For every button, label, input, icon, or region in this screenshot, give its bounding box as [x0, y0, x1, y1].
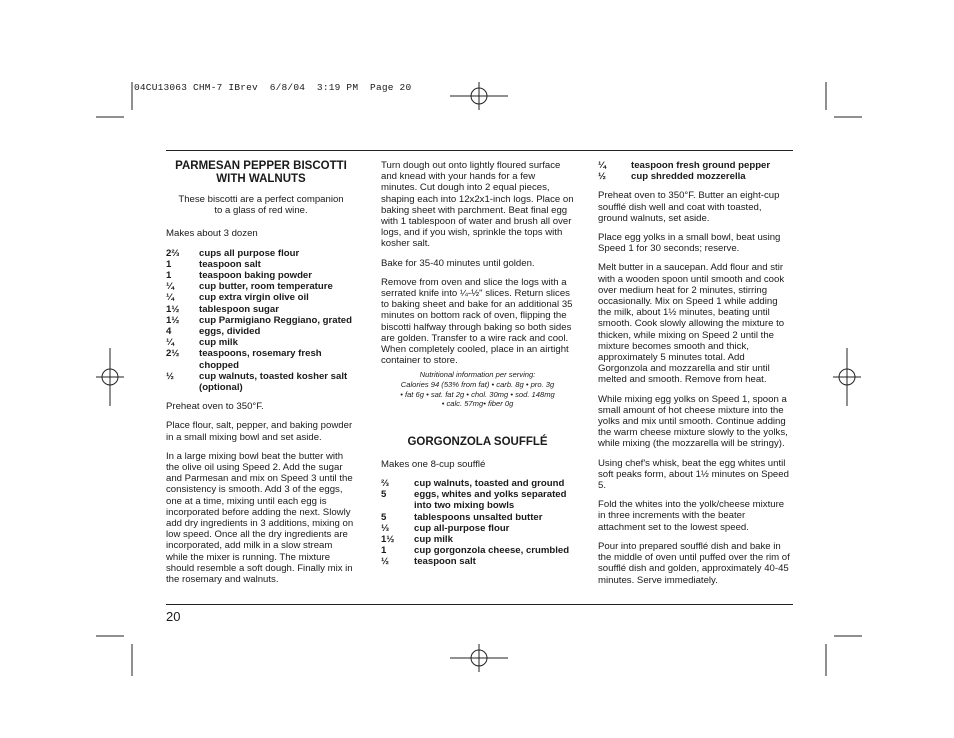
ingredient-item: 5 tablespoons unsalted butter [381, 511, 543, 523]
ingredient-item: 1 teaspoon baking powder [166, 270, 313, 282]
recipe-step: Fold the whites into the yolk/cheese mixture in three increments with the beater attachment set to the lowest speed. [598, 499, 785, 533]
page-number: 20 [166, 609, 181, 624]
registration-mark-bottom [450, 644, 508, 672]
recipe-step: Using chef's whisk, beat the egg whites until soft peaks form, about 1½ minutes on Speed 5. [598, 457, 789, 492]
ingredient-item: 1 cup gorgonzola cheese, crumbled [381, 545, 570, 557]
ingredient-item: 1½ cup milk [381, 534, 453, 546]
ingredient-item: 1½ cup Parmigiano Reggiano, grated [166, 314, 352, 326]
recipe-step: Pour into prepared soufflé dish and bake in the middle of oven until puffed over the rim of soufflé dish and golden, approximately 40-45 minutes. Serve immediately. [598, 540, 790, 586]
ingredient-item: ¼ cup extra virgin olive oil [166, 292, 309, 304]
registration-mark-top [450, 82, 508, 110]
recipe-step: Place egg yolks in a small bowl, beat using Speed 1 for 30 seconds; reserve. [598, 232, 781, 255]
ingredient-item: 5 eggs, whites and yolks separated into two mixing bowls [381, 489, 567, 512]
column-left [166, 160, 356, 593]
recipe-title-souffle: GORGONZOLA SOUFFLÉ [407, 435, 548, 448]
registration-mark-left [96, 348, 124, 406]
registration-mark-right [833, 348, 861, 406]
ingredient-item: 1½ tablespoon sugar [166, 303, 279, 315]
recipe-step: Turn dough out onto lightly floured surface and knead with your hands for a few minutes. Cut dough into 2 equal pieces, shaping each into 12x2x1-inch logs. Place on baking sheet with parchment. Beat final egg with 1 tablespoon of water and brush all over logs, and if you wish, sprinkle the tops with kosher salt. [381, 160, 574, 250]
ingredient-item: ¼ cup milk [166, 337, 238, 349]
recipe-step: Place flour, salt, pepper, and baking powder in a small mixing bowl and set aside. [166, 420, 353, 443]
recipe-step: Remove from oven and slice the logs with a serrated knife into ¼-½" slices. Return slices to baking sheet and bake for an additional 35 minutes on bottom rack of oven, flipping the biscotti halfway through baking so both sides are golden. Transfer to a wire rack and cool. When completely cooled, place in an airtight container to store. [381, 276, 573, 367]
recipe-step: In a large mixing bowl beat the butter with the olive oil using Speed 2. Add the sugar and Parmesan and mix on Speed 3 until the consistency is smooth. Add 3 of the eggs, one at a time, mixing until each egg is incorporated before adding the next. Slowly add dry ingredients in 3 additions, mixing on low speed. Once all the dry ingredients are incorporated, add milk in a slow stream while the mixer is running. The mixture should resemble a soft dough. Finally mix in the rosemary and walnuts. [166, 450, 354, 586]
nutrition-info: Nutritional information per serving: Calories 94 (53% from fat) • carb. 8g • pro. 3g • fat 6g • sat. fat 2g • chol. 30mg • sod. 148mg • calc. 57mg• fiber 0g [400, 370, 555, 409]
column-right [598, 160, 793, 594]
ingredient-item: ½ teaspoon salt [381, 556, 476, 568]
ingredient-list [166, 248, 356, 394]
recipe-step: While mixing egg yolks on Speed 1, spoon a small amount of hot cheese mixture into the yolks and mix until smooth. Continue adding the warm cheese mixture slowly to the yolks, while mixing (the mozzarella will be stringy). [598, 393, 788, 450]
recipe-intro: These biscotti are a perfect companion to a glass of red wine. [178, 194, 344, 217]
recipe-yield: Makes one 8-cup soufflé [381, 458, 486, 470]
ingredient-item: ¼ teaspoon fresh ground pepper [598, 160, 771, 171]
ingredient-item: 2⅔ cups all purpose flour [166, 247, 300, 259]
recipe-step: Preheat oven to 350°F. [166, 401, 264, 413]
ingredient-list [598, 160, 793, 182]
column-middle [381, 160, 574, 568]
recipe-yield: Makes about 3 dozen [166, 228, 258, 240]
ingredient-item: 1 teaspoon salt [166, 258, 261, 270]
bottom-rule [166, 604, 793, 605]
top-rule [166, 150, 793, 151]
recipe-step: Melt butter in a saucepan. Add flour and stir with a wooden spoon until smooth and cook over medium heat for 2 minutes, stirring occasionally. Mix on Speed 1 while adding the milk, about 1½ minutes, beating until smooth. Cook slowly allowing the mixture to thicken, while mixing on Speed 2 until the mixture becomes smooth and thick, approximately 5 minutes total. Add Gorgonzola and mozzarella and stir until melted and smooth. Remove from heat. [598, 262, 785, 386]
recipe-title-biscotti: PARMESAN PEPPER BISCOTTI WITH WALNUTS [175, 160, 347, 185]
ingredient-list [381, 478, 574, 568]
ingredient-item: 4 eggs, divided [166, 326, 261, 338]
ingredient-item: ½ cup walnuts, toasted kosher salt (optional) [166, 370, 348, 394]
recipe-step: Bake for 35-40 minutes until golden. [381, 257, 535, 269]
print-slug: 04CU13063 CHM-7 IBrev 6/8/04 3:19 PM Page 20 [134, 82, 412, 93]
ingredient-item: ¼ cup butter, room temperature [166, 281, 333, 293]
ingredient-item: ⅓ cup all-purpose flour [381, 522, 510, 534]
ingredient-item: ⅔ cup walnuts, toasted and ground [381, 478, 565, 490]
recipe-step: Preheat oven to 350°F. Butter an eight-cup soufflé dish well and coat with toasted, ground walnuts, set aside. [598, 190, 780, 224]
ingredient-item: 2½ teaspoons, rosemary fresh chopped [166, 348, 322, 371]
ingredient-item: ½ cup shredded mozzerella [598, 171, 746, 183]
